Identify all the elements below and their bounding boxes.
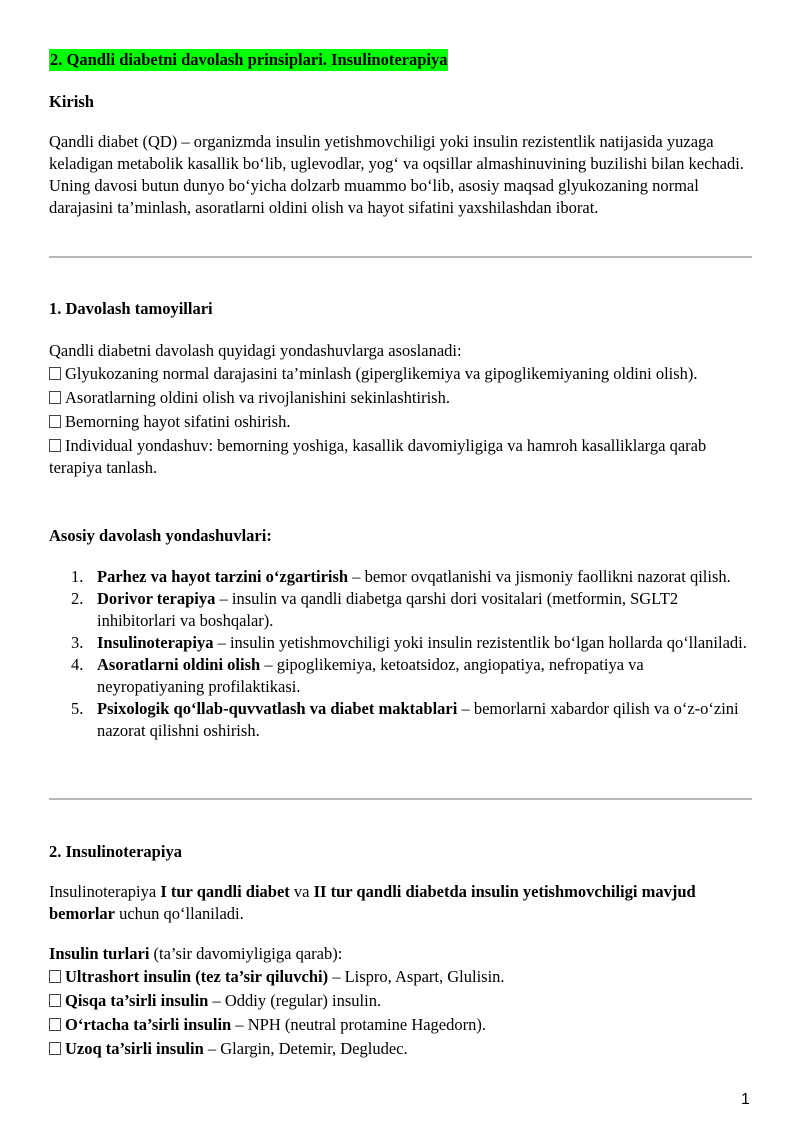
list-item: 1. Parhez va hayot tarzini o‘zgartirish – bemor ovqatlanishi va jismoniy faollikni nazorat qilish. xyxy=(71,567,731,586)
section2-heading: 2. Insulinoterapiya xyxy=(49,842,182,861)
approaches-list xyxy=(49,566,753,742)
bullet-item: Qisqa ta’sirli insulin – Oddiy (regular) insulin. xyxy=(49,990,753,1012)
section1-heading: 1. Davolash tamoyillari xyxy=(49,299,213,318)
missing-glyph-icon xyxy=(49,1018,61,1031)
divider xyxy=(49,798,752,800)
missing-glyph-icon xyxy=(49,391,61,404)
missing-glyph-icon xyxy=(49,970,61,983)
missing-glyph-icon xyxy=(49,994,61,1007)
insulin-types xyxy=(49,943,753,1060)
list-item: 5. Psixologik qo‘llab-quvvatlash va diabet maktablari – bemorlarni xabardor qilish va o‘z-o‘zini nazorat qilishni oshirish. xyxy=(71,699,739,740)
missing-glyph-icon xyxy=(49,439,61,452)
bullet-item: Asoratlarning oldini olish va rivojlanishini sekinlashtirish. xyxy=(49,387,753,409)
section1-lead: Qandli diabetni davolash quyidagi yondashuvlarga asoslanadi: xyxy=(49,341,462,360)
missing-glyph-icon xyxy=(49,415,61,428)
page-number: 1 xyxy=(741,1091,750,1108)
bullet-item: Glyukozaning normal darajasini ta’minlash (giperglikemiya va gipoglikemiyaning oldini olish). xyxy=(49,363,753,385)
divider xyxy=(49,256,752,258)
intro-heading: Kirish xyxy=(49,92,94,111)
list-item: 3. Insulinoterapiya – insulin yetishmovchiligi yoki insulin rezistentlik bo‘lgan hollarda qo‘llaniladi. xyxy=(71,633,747,652)
bullet-item: Individual yondashuv: bemorning yoshiga, kasallik davomiyligiga va hamroh kasalliklarga qarab terapiya tanlash. xyxy=(49,436,707,477)
document-title: 2. Qandli diabetni davolash prinsiplari. Insulinoterapiya xyxy=(50,50,448,69)
bullet-item: Bemorning hayot sifatini oshirish. xyxy=(49,411,753,433)
list-item: 4. Asoratlarni oldini olish – gipoglikemiya, ketoatsidoz, angiopatiya, nefropatiya va neyropatiyaning profilaktikasi. xyxy=(71,655,644,696)
section2-lead: Insulinoterapiya I tur qandli diabet va II tur qandli diabetda insulin yetishmovchiligi mavjud bemorlar uchun qo‘llaniladi. xyxy=(49,882,696,923)
approaches-subheading: Asosiy davolash yondashuvlari: xyxy=(49,526,272,545)
missing-glyph-icon xyxy=(49,367,61,380)
insulin-types-lead: Insulin turlari (ta’sir davomiyligiga qarab): xyxy=(49,944,343,963)
intro-paragraph: Qandli diabet (QD) – organizmda insulin yetishmovchiligi yoki insulin rezistentlik natijasida yuzaga keladigan metabolik kasallik bo‘lib, uglevodlar, yog‘ va oqsillar almashinuvining buzilishi bilan kechadi. Uning davosi butun dunyo bo‘yicha dolzarb muammo bo‘lib, asosiy maqsad glyukozaning normal darajasini ta’minlash, asoratlarni oldini olish va hayot sifatini yaxshilashdan iborat. xyxy=(49,132,744,217)
list-item: 2. Dorivor terapiya – insulin va qandli diabetga qarshi dori vositalari (metformin, SGLT2 inhibitorlari va boshqalar). xyxy=(71,589,679,630)
bullet-item: O‘rtacha ta’sirli insulin – NPH (neutral protamine Hagedorn). xyxy=(49,1014,753,1036)
bullet-item: Ultrashort insulin (tez ta’sir qiluvchi) – Lispro, Aspart, Glulisin. xyxy=(49,966,753,988)
missing-glyph-icon xyxy=(49,1042,61,1055)
bullet-item: Uzoq ta’sirli insulin – Glargin, Detemir, Degludec. xyxy=(49,1038,753,1060)
section1-body xyxy=(49,340,753,479)
